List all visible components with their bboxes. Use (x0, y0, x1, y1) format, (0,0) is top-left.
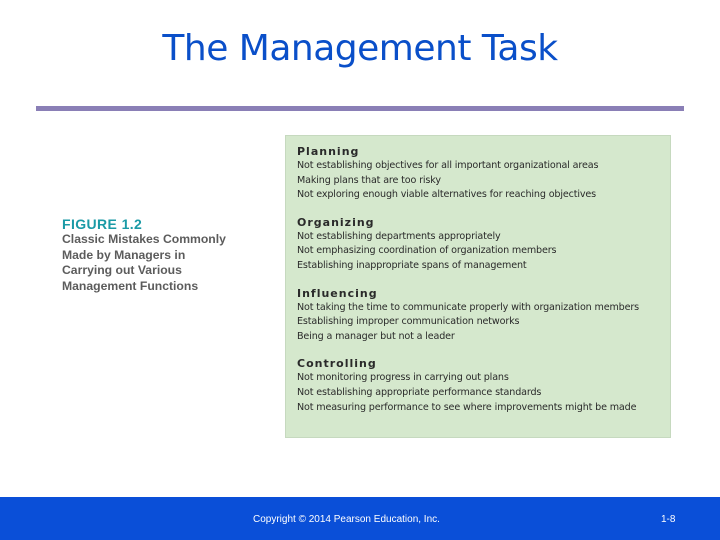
figure-number: FIGURE 1.2 (62, 216, 143, 232)
mistakes-table (285, 135, 671, 438)
copyright-text: Copyright © 2014 Pearson Education, Inc. (253, 514, 440, 525)
list-item: Establishing improper communication networks (297, 316, 520, 328)
figure-description-line: Management Functions (62, 278, 199, 293)
page-number: 1-8 (661, 514, 676, 525)
list-item: Being a manager but not a leader (297, 330, 455, 342)
section-planning (297, 144, 670, 203)
list-item: Not monitoring progress in carrying out plans (297, 372, 509, 384)
slide-title: The Management Task (162, 28, 558, 69)
list-item: Not establishing departments appropriately (297, 230, 501, 242)
section-title: Organizing (297, 215, 375, 229)
list-item: Not exploring enough viable alternatives for reaching objectives (297, 189, 597, 201)
section-title: Influencing (297, 286, 378, 300)
list-item: Not establishing appropriate performance standards (297, 386, 542, 398)
figure-description-line: Made by Managers in (62, 247, 186, 262)
figure-description-line: Carrying out Various (62, 263, 182, 278)
section-title: Planning (297, 145, 360, 158)
list-item: Not measuring performance to see where improvements might be made (297, 401, 637, 413)
list-item: Not taking the time to communicate properly with organization members (297, 301, 639, 313)
slide-footer (0, 497, 720, 540)
section-controlling (297, 356, 670, 415)
section-organizing (297, 215, 670, 274)
figure-description-line: Classic Mistakes Commonly (62, 232, 226, 246)
figure-caption (62, 216, 262, 294)
list-item: Making plans that are too risky (297, 174, 441, 186)
title-divider (36, 106, 684, 111)
list-item: Not establishing objectives for all important organizational areas (297, 160, 599, 171)
list-item: Not emphasizing coordination of organization members (297, 245, 557, 257)
section-influencing (297, 286, 670, 345)
section-title: Controlling (297, 357, 377, 371)
list-item: Establishing inappropriate spans of management (297, 259, 527, 271)
